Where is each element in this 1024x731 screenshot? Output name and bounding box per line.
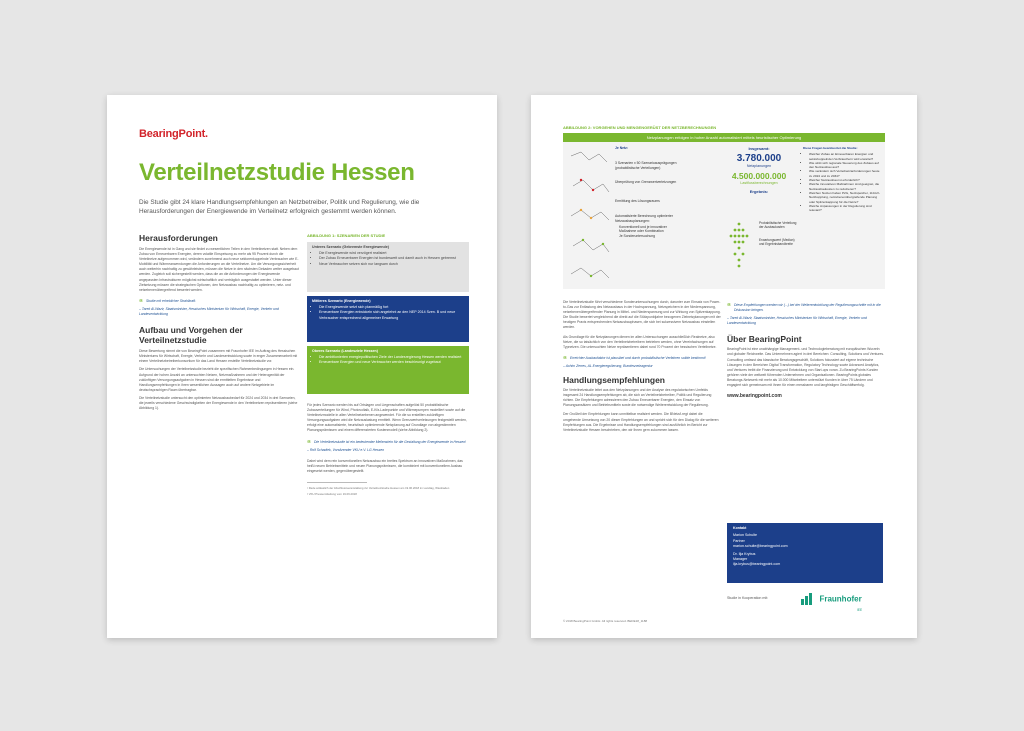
section-body: Die Untersuchungen der Verteilnetzstudie bezieht die spezifischen Rahmenbedingungen in Hessen ein. Aufgrund der hohen Anzahl an untersuchten Netzen, Netzmaßnahmen und der Heterogenität der zukünftigen Versorgungsaufgaben in Hessen sind die ermittelten Ergebnisse und Handlungsempfehlungen in ihren wesentlichen Aussagen auch auf andere Netzgebiete im deutschsprachigen Raum übertragbar. (139, 367, 295, 392)
section-body: Die Energiewende ist in Gang und sie findet zu wesentlichen Teilen in den Verteilnetzen statt. Neben dem Zubau von Erneuerbaren Energien, deren volatile Einspeisung zu mehr als 95 Prozent durch die Verteilnetze aufgenommen wird, verändern zunehmend auch neue sektorenkoppelnde Verbraucher wie E-Mobilität und Wärmeanwendungen die Anforderungen an die Verteilnetze. Um die Versorgungssicherheit auch weiterhin nachhaltig zu gewährleisten, müssen die Netze in den nächsten Dekaden weiter ausgebaut werden. Zugleich soll sichergestellt werden, dass die an die Anforderungen der Energiewende angepassten Infrastrukturen möglichst wirtschaftlich und verträglich ausgestaltet werden. Unter dieser Zielsetzung müssen die strategischen Optionen, den Netzausbau nachhaltig zu optimieren, netz- und netzebenenübergreifend bewertet werden. (139, 247, 299, 292)
section-body: Für jedes Szenario werden bis auf Ortslagen und Liegenschaften aufgelöst 50 probabilistische Zubauverteilungen für Wind, Photovoltaik, E-Kfz-Ladepunkte und Wärmepumpen modelliert sowie auf die Verteilnetzmodelle in allen Verteilnetzebenen angewendet. Für die so erstellten zukünftigen Versorgungsaufgaben wird die Netzauslastung ermittelt. Wenn Grenzwertverletzungen festgestellt werden, erfolgt eine automatisierte, heuristisch optimierende Netzplanung auf Grundlage von abgestimmten Planungsprämissen und einem differenzierten Kostenmodell (siehe Abbildung 2). (307, 403, 467, 433)
section-heading: Herausforderungen (139, 233, 218, 243)
scenario-item: • Die ambitionierten energiepolitischen Ziele der Landesregierung Hessen werden realisiert (319, 355, 464, 360)
scenario-title: Unteres Szenario (Gebremste Energiewende) (312, 245, 389, 249)
section-heading: Handlungsempfehlungen (563, 375, 665, 386)
section-body: Diese Bewertung nimmt die von BearingPoint zusammen mit Fraunhofer IEE im Auftrag des Hessischen Ministeriums für Wirtschaft, Energie, Verkehr und Landesentwicklung sowie in enger Zusammenarbeit mit einem Verteilnetzbetreiberkonsortium für das Land Hessen erstellte Verteilnetzstudie vor. (139, 349, 298, 364)
question-item: • Wie wirkt sich regionale Steuerung des Zubaus auf den Netzausbau aus? (809, 161, 881, 170)
figure-caption: ABBILDUNG 2: VORGEHEN UND MENGENGERÜST DER NETZBERECHNUNGEN (563, 125, 717, 130)
total-plans-label: Netzplanungen (746, 164, 772, 168)
page-right (531, 95, 917, 638)
coop-label: Studie in Kooperation mit: (727, 596, 769, 600)
right-column (307, 403, 469, 496)
scenario-title: Mittleres Szenario (Energiewende) (312, 299, 371, 303)
question-item: • Welche Anpassungen in der Regulierung sind relevant? (809, 204, 881, 213)
result-item: Probabilistische Verteilung der Ausbaukosten (759, 221, 797, 230)
scenario-item: • Der Zubau Erneuerbarer Energien ist bundesweit und damit auch in Hessen gebremst (319, 256, 464, 261)
contact-name: Dr. Ilja Krybus (733, 551, 756, 556)
quote-icon: “ (139, 298, 143, 307)
question-item: • Welcher Zubau an Erneuerbaren Energien und sektorkoppelnden Verbrauchern wird erwartet? (809, 152, 881, 161)
fraunhofer-mark-icon (801, 593, 815, 605)
step-item: Überprüfung von Grenzwertverletzungen (615, 180, 677, 185)
scenario-item: • Die Energiewende setzt sich planmäßig fort (319, 305, 464, 310)
scenario-box-high (307, 346, 469, 394)
section-heading: Aufbau und Vorgehen der Verteilnetzstudie (139, 325, 243, 346)
quote-block (727, 303, 885, 326)
scenario-box-mid (307, 296, 469, 342)
scenario-item: • Erneuerbare Energien und neue Verbraucher werden beschleunigt zugebaut (319, 360, 464, 365)
step-item: Automatisierte Berechnung optimierter Netzausbauplanungen: (615, 213, 673, 223)
section-body: Als Grundlage für die Netzplanungen dienen im allen Untersuchungen ausschließlich Realnetze, also Netze, die so tatsächlich von den Verteilnetzbetreibern betrieben werden, ohne Vereinfachungen auf Typnetzen. Die untersuchten Netze repräsentieren dabei rund 70 Prozent der hessischen Verteilnetze. (563, 334, 717, 349)
result-notes (759, 221, 799, 247)
quote-text: Diese Empfehlungen werden wir (...) bei der Weiterentwicklung der Regulierungsschritte mit in die Diskussion bringen. (734, 303, 881, 313)
section-body: BearingPoint ist eine unabhängige Management- und Technologieberatung mit europäischen Wurzeln und globaler Reichweite. Das Unternehmen agiert in drei Bereichen: Consulting, Solutions und Ventures. Consulting umfasst das klassische Beratungsgeschäft, Solutions fokussiert auf eigene technische Lösungen in den Bereichen Digital Transformation, Regulatory Technology sowie Advanced Analytics, und Ventures treibt die Finanzierung und Entwicklung von Start-ups voran. Zu BearingPoints Kunden gehören viele der weltweit führenden Unternehmen und Organisationen. BearingPoints globales Beratungs-Netzwerk mit mehr als 10.000 Mitarbeitern unterstützt Kunden in über 75 Ländern und engagiert sich gemeinsam mit ihnen für einen messbaren und langfristigen Geschäftserfolg. (727, 347, 885, 388)
scenario-list (312, 355, 464, 365)
questions (803, 146, 881, 212)
section-body: Der Großteil der Empfehlungen kann unmittelbar realisiert werden. Die BNetzA regt dabei die umgehende Umsetzung von 20 dieser Empfehlungen an und spricht sich für den Dialog für die weiteren Empfehlungen aus. Die Ergebnisse und Handlungsempfehlungen sind ausführlich im Bericht zur Verteilnetzstudie Hessen beschrieben, den wir Ihnen gern zukommen lassen. (563, 412, 719, 432)
totals (721, 146, 797, 194)
totals-label: Insgesamt: (748, 146, 770, 151)
quote-text: Erreichter Ausbaufaktor ist plausibel und durch probabilistische Verfahren solide bestimmt! (570, 355, 706, 360)
quote-author: – Tarek Al-Wazir, Staatsminister, Hessisches Ministerium für Wirtschaft, Energie, Verkehr und Landesentwicklung (727, 316, 867, 326)
quote-author: – Rolf Schadiek, Vorsitzender VKU e.V. LG Hessen (307, 447, 385, 452)
section-heading: Über BearingPoint (727, 334, 802, 345)
figure-band: Netzplanungen erfolgen in hoher Anzahl automatisiert mittels heuristischer Optimierung (563, 133, 885, 142)
per-net-steps (615, 146, 677, 239)
scenario-item: • Die Energiewende wird verzögert realisiert (319, 251, 464, 256)
network-sketches (567, 146, 613, 284)
contact-role: Manager (733, 557, 748, 562)
lead-paragraph: Die Studie gibt 24 klare Handlungsempfehlungen an Netzbetreiber, Politik und Regulierung, wie die Herausforderungen der Energiewende im Verteilnetz erfolgreich gestemmt werden können. (139, 199, 420, 215)
left-column (139, 233, 299, 411)
quote-block (139, 299, 299, 317)
fraunhofer-logo (801, 590, 862, 612)
section-body: Die Verteilnetzstudie führt verschiedene Sonderuntersuchungen durch, darunter zum Einsatz von Power-to-Gas zur Entlastung des Netzausbaus in der Hochspannung, Netzspeichern in der Niederspannung, netzebenenübergreifender Planung in Mittel- und Niederspannung und zur Wirkung von Spitzenkappung. Die Studie bewertet vergleichend die direkt auf die Stützpunktjahre bezogenen Zielnetzplanungen mit der heutigen Praxis entsprechenden Netzausbauphasen, die sich bei sukzessivem Netzausbau einstellen werden. (563, 300, 721, 330)
copyright: © 2018 BearingPoint GmbH. All rights reserved. BEDE18_1188 (563, 619, 648, 623)
step-item: Je Sonderuntersuchung (619, 234, 656, 239)
question-item: • Welcher Netzausbau ist erforderlich? (809, 178, 881, 182)
section-body: Dabei wird dem rein konventionellen Netzausbau ein breites Spektrum an innovativen Maßnahmen, das heißt neuen Betriebsmitteln und neuen Planungsprämissen, die kombiniert mit konventionellem Ausbau eingesetzt werden, gegenübergestellt. (307, 458, 463, 473)
scenario-item: • Neue Verbraucher setzen sich nur langsam durch (319, 262, 464, 267)
contact-name: Marion Schulte (733, 533, 757, 538)
figure-caption: ABBILDUNG 1: SZENARIEN DER STUDIE (307, 233, 386, 238)
total-plans: 3.780.000 (736, 153, 782, 164)
page-title: Verteilnetzstudie Hessen (139, 159, 415, 186)
distribution-dots-icon (723, 218, 755, 282)
result-item: Erwartungswert (Median) und Ergebnisbandbreite (759, 237, 795, 247)
figure-2 (563, 133, 885, 289)
footnote-divider (307, 482, 367, 483)
result-label: Ergebnis: (749, 189, 769, 194)
fraunhofer-name: Fraunhofer (819, 594, 862, 604)
section-body: Die Verteilnetzstudie untersucht den optimierten Netzausbaubedarf für 2024 und 2034 in drei Szenarien, die jeweils verschiedene Geschwindigkeiten der Energiewende in den Verteilnetzen repräsentieren (siehe Abbildung 1). (139, 395, 298, 411)
scenario-item: • Erneuerbare Energien entwickeln sich angelehnt an den NEP 2014 Szen. B und neue Verbraucher entsprechend allgemeiner Erwartung (319, 310, 464, 320)
quote-block (307, 440, 469, 453)
footnote: ¹ Rede anlässlich der Abschlussveranstaltung zur Verteilnetzstudie Hessen am 19.06.2018 im Landtag, Wiesbaden (307, 486, 450, 491)
quote-icon: “ (307, 439, 311, 448)
quote-icon: “ (563, 355, 567, 364)
contact-box (727, 523, 883, 583)
per-net-title: Je Netz: (615, 146, 629, 150)
bearingpoint-logo: BearingPoint. (139, 128, 208, 140)
step-item: 3 Szenarien x 50 Szenarioausprägungen (probabilistische Verteilungen) (615, 160, 677, 170)
page-left (107, 95, 497, 638)
footnote: ² VKU Pressemitteilung vom 19.06.2018 (307, 492, 357, 497)
questions-list (803, 152, 881, 212)
question-item: • Wie verändern sich Verteilnetzanforderungen heute zu 2024 und zu 2034? (809, 169, 881, 178)
contact-email[interactable]: marion.schulte@bearingpoint.com (733, 544, 788, 549)
contact-role: Partner (733, 538, 745, 543)
step-item: Ermittlung des Lösungsraums (615, 199, 660, 204)
question-item: • Welchen Nutzen haben P2G, Netzspeicher, 110-kV-Netzkopplung, netzebenenübergreifende Planung oder Spitzenkappung für die Netze? (809, 191, 881, 204)
quote-block (563, 356, 721, 369)
scenario-title: Oberes Szenario (Landesziele Hessen) (312, 349, 378, 353)
scenario-list (312, 251, 464, 267)
network-diagram-icon (567, 146, 613, 284)
question-item: • Welche innovativen Maßnahmen sind geeignet, die Netzausbaukosten zu reduzieren? (809, 182, 881, 191)
scenario-box-low (307, 242, 469, 292)
quote-text: Die Verteilnetzstudie ist ein bedeutender Meilenstein für die Gestaltung der Energiewende in Hessen! (314, 439, 466, 444)
left-column (563, 300, 721, 433)
contact-title: Kontakt (733, 526, 747, 530)
total-flows-label: Lastflussberechnungen (740, 181, 778, 185)
contact-email[interactable]: ilja.krybus@bearingpoint.com (733, 562, 781, 567)
total-flows: 4.500.000.000 (731, 171, 787, 181)
right-column (727, 303, 885, 399)
step-item: Konventionell und je innovativer Maßnahme oder Kombination (619, 224, 667, 234)
section-body: Die Verteilnetzstudie leitet aus den Netzplanungen und der Analyse des regulatorischen Umfelds insgesamt 24 Handlungsempfehlungen ab, die sich an Verteilnetzbetreiber, Politik und Regulierung richten. Die Empfehlungen adressieren den Zubau Erneuerbarer Energien, den Einsatz von Planungsansätzen und Betriebsmitteln sowie die notwendige Weiterentwicklung der Regulierung. (563, 388, 712, 408)
fraunhofer-sub: IEE (857, 608, 863, 612)
quote-author: – Tarek Al-Wazir, Staatsminister, Hessisches Ministerium für Wirtschaft, Energie, Verkehr und Landesentwicklung (139, 306, 279, 317)
quote-icon: “ (727, 303, 731, 311)
questions-title: Diese Fragen beantwortet die Studie: (803, 146, 858, 150)
website-link[interactable]: www.bearingpoint.com (727, 393, 782, 400)
quote-author: – Achim Zerres, AL Energieregulierung, Bundesnetzagentur (563, 363, 653, 368)
scenario-list (312, 305, 464, 321)
quote-text: Studie mit erheblicher Strahlkraft. (146, 298, 197, 303)
